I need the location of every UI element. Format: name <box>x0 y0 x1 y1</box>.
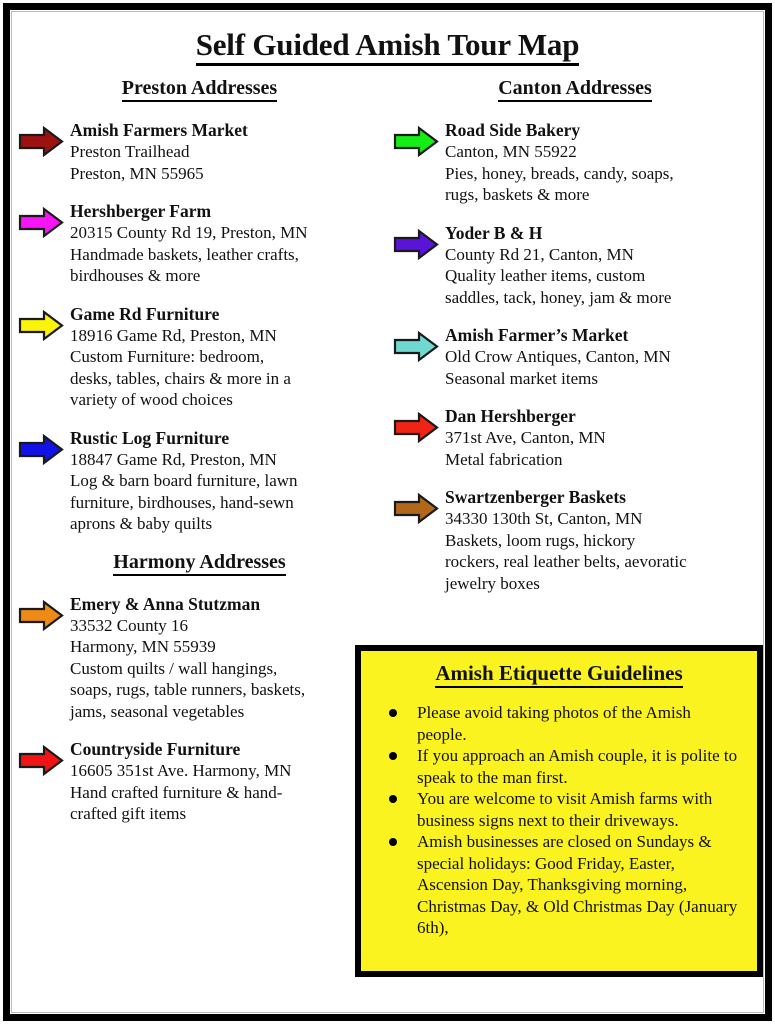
page-title-text: Self Guided Amish Tour Map <box>196 29 580 66</box>
arrow-marker-countryside-furniture <box>18 745 64 776</box>
arrow-marker-emery-anna-stutzman <box>18 600 64 631</box>
entry-business-name: Dan Hershberger <box>445 406 576 426</box>
entry-business-name: Countryside Furniture <box>70 739 241 759</box>
entry-detail-line: Preston, MN 55965 <box>70 163 204 183</box>
entry-detail-line: 33532 County 16 <box>70 615 189 635</box>
entry-detail-line: 16605 351st Ave. Harmony, MN <box>70 761 292 780</box>
etiquette-list-item <box>383 831 743 939</box>
entry-detail-line: 18916 Game Rd, Preston, MN <box>70 325 277 345</box>
entry-detail-line: furniture, birdhouses, hand-sewn <box>70 492 294 512</box>
entry-detail-line: rugs, baskets & more <box>445 185 590 204</box>
entry-detail-line: jewelry boxes <box>445 573 540 593</box>
entry-business-name: Swartzenberger Baskets <box>445 487 626 507</box>
harmony-entry-list <box>12 594 387 825</box>
canton-entry-list <box>387 120 763 594</box>
address-entry <box>387 406 763 470</box>
entry-business-name: Amish Farmers Market <box>70 120 248 140</box>
entry-detail-line: 371st Ave, Canton, MN <box>445 428 606 447</box>
right-column <box>387 78 763 611</box>
entry-business-name: Yoder B & H <box>445 222 543 243</box>
etiquette-title <box>361 663 757 688</box>
arrow-marker-road-side-bakery <box>393 126 439 157</box>
etiquette-item-text: Please avoid taking photos of the Amish people. <box>417 703 691 744</box>
etiquette-guideline-list <box>361 702 757 939</box>
entry-detail-line: Quality leather items, custom <box>445 266 646 285</box>
entry-detail-line: Metal fabrication <box>445 449 563 469</box>
entry-detail-line: Seasonal market items <box>445 368 598 388</box>
harmony-section-heading <box>12 552 387 576</box>
entry-detail-line: Harmony, MN 55939 <box>70 637 216 656</box>
etiquette-list-item <box>383 702 743 745</box>
address-entry <box>12 428 387 535</box>
entry-detail-line: Pies, honey, breads, candy, soaps, <box>445 163 674 183</box>
arrow-marker-amish-farmers-market-canton <box>393 331 439 362</box>
arrow-marker-rustic-log-furniture <box>18 434 64 465</box>
address-entry <box>387 223 763 309</box>
arrow-marker-dan-hershberger <box>393 412 439 443</box>
bullet-icon <box>389 709 397 717</box>
entry-detail-line: rockers, real leather belts, aevoratic <box>445 552 687 571</box>
address-entry <box>12 304 387 411</box>
entry-detail-line: soaps, rugs, table runners, baskets, <box>70 680 306 699</box>
entry-detail-line: Canton, MN 55922 <box>445 142 577 161</box>
arrow-marker-amish-farmers-market <box>18 126 64 157</box>
entry-detail-line: Custom Furniture: bedroom, <box>70 347 265 366</box>
address-entry <box>387 487 763 594</box>
entry-detail-line: Baskets, loom rugs, hickory <box>445 530 636 550</box>
entry-detail-line: Custom quilts / wall hangings, <box>70 658 278 678</box>
preston-heading-text: Preston Addresses <box>122 78 277 102</box>
preston-section-heading <box>12 78 387 102</box>
left-column <box>12 78 387 842</box>
bullet-icon <box>389 795 397 803</box>
address-entry <box>12 739 387 825</box>
bullet-icon <box>389 838 397 846</box>
entry-detail-line: aprons & baby quilts <box>70 514 213 533</box>
entry-detail-line: Old Crow Antiques, Canton, MN <box>445 347 671 366</box>
etiquette-item-text: If you approach an Amish couple, it is polite to speak to the man first. <box>417 746 738 787</box>
entry-detail-line: crafted gift items <box>70 804 187 823</box>
arrow-marker-hershberger-farm <box>18 207 64 238</box>
entry-detail-line: birdhouses & more <box>70 266 201 285</box>
entry-detail-line: Log & barn board furniture, lawn <box>70 471 298 490</box>
entry-detail-line: desks, tables, chairs & more in a <box>70 368 291 388</box>
entry-business-name: Road Side Bakery <box>445 120 581 140</box>
entry-business-name: Amish Farmer’s Market <box>445 325 629 345</box>
preston-entry-list <box>12 120 387 535</box>
page-content <box>12 12 763 1012</box>
arrow-marker-game-rd-furniture <box>18 310 64 341</box>
amish-etiquette-box <box>355 645 763 977</box>
address-entry <box>387 325 763 389</box>
address-entry <box>387 120 763 206</box>
harmony-heading-text: Harmony Addresses <box>113 552 285 576</box>
etiquette-item-text: Amish businesses are closed on Sundays & special holidays: Good Friday, Easter, Ascension Day, Thanksgiving morning, Christmas Day, & Old Christmas Day (January 6th), <box>417 832 738 937</box>
etiquette-item-text: You are welcome to visit Amish farms with business signs next to their driveways. <box>417 789 713 830</box>
entry-business-name: Game Rd Furniture <box>70 303 220 324</box>
etiquette-list-item <box>383 745 743 788</box>
arrow-marker-swartzenberger-baskets <box>393 493 439 524</box>
arrow-marker-yoder-b-and-h <box>393 229 439 260</box>
page-title <box>12 29 763 66</box>
etiquette-title-text: Amish Etiquette Guidelines <box>435 663 682 688</box>
etiquette-list-item <box>383 788 743 831</box>
entry-detail-line: variety of wood choices <box>70 390 233 409</box>
entry-detail-line: 34330 130th St, Canton, MN <box>445 509 643 528</box>
entry-detail-line: 20315 County Rd 19, Preston, MN <box>70 223 308 242</box>
canton-heading-text: Canton Addresses <box>498 78 652 102</box>
canton-section-heading <box>387 78 763 102</box>
entry-detail-line: saddles, tack, honey, jam & more <box>445 287 672 307</box>
entry-business-name: Emery & Anna Stutzman <box>70 593 261 614</box>
entry-business-name: Hershberger Farm <box>70 201 212 221</box>
address-entry <box>12 594 387 723</box>
entry-business-name: Rustic Log Furniture <box>70 427 230 448</box>
entry-detail-line: jams, seasonal vegetables <box>70 701 245 721</box>
entry-detail-line: County Rd 21, Canton, MN <box>445 244 634 264</box>
entry-detail-line: Handmade baskets, leather crafts, <box>70 244 299 264</box>
address-entry <box>12 201 387 287</box>
entry-detail-line: 18847 Game Rd, Preston, MN <box>70 449 277 469</box>
bullet-icon <box>389 752 397 760</box>
entry-detail-line: Hand crafted furniture & hand- <box>70 782 283 802</box>
entry-detail-line: Preston Trailhead <box>70 142 190 161</box>
address-entry <box>12 120 387 184</box>
